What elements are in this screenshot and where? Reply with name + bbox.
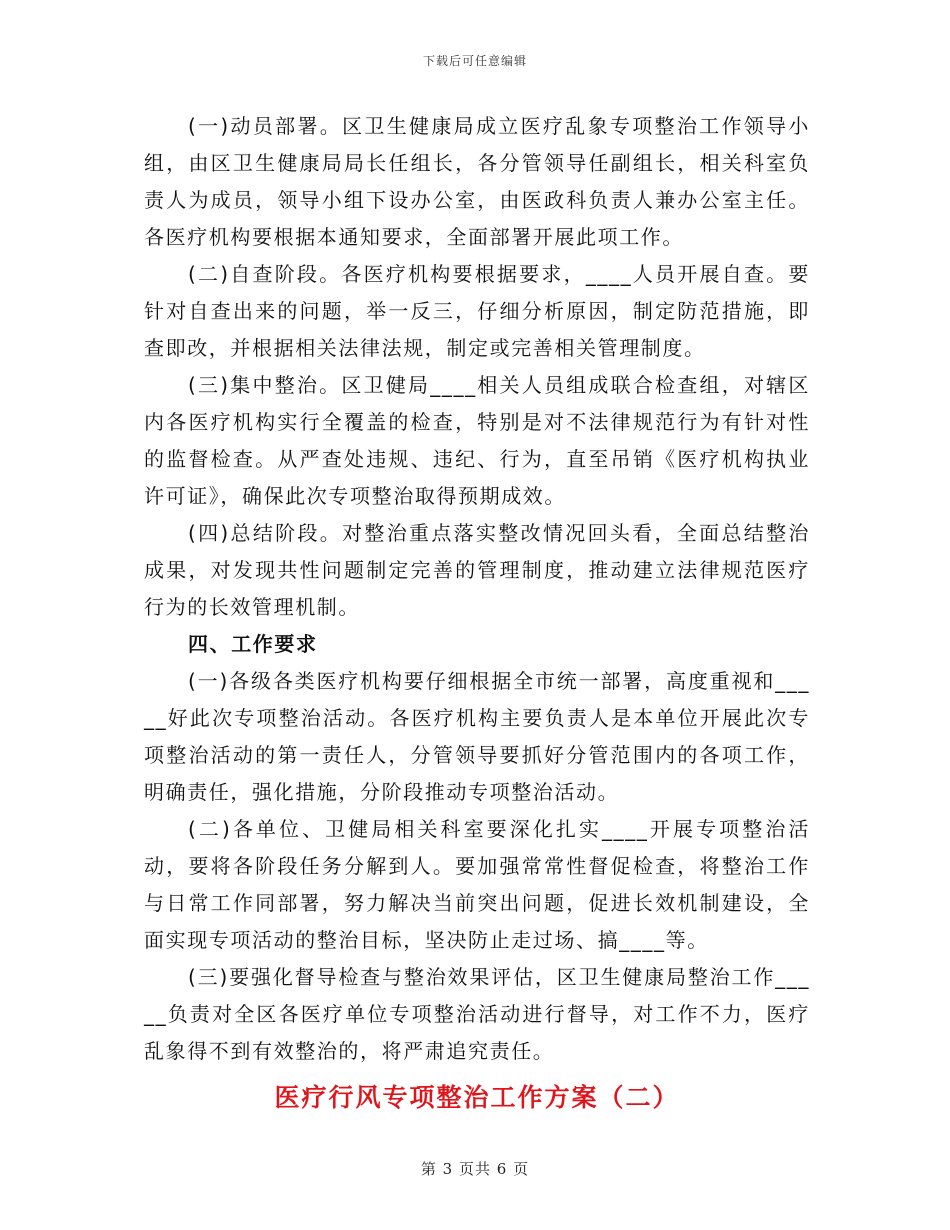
paragraph-mobilization: (一)动员部署。区卫生健康局成立医疗乱象专项整治工作领导小组，由区卫生健康局局长任组长，各分管领导任副组长，相关科室负责人为成员，领导小组下设办公室，由医政科负责人兼办公室主任。各医疗机构要根据本通知要求，全面部署开展此项工作。: [144, 114, 810, 249]
page-header-note: 下载后可任意编辑: [422, 54, 527, 68]
document-body: [144, 108, 810, 1118]
paragraph-requirement-3: (三)要强化督导检查与整治效果评估，区卫生健康局整治工作_____负责对全区各医疗单位专项整治活动进行督导，对工作不力，医疗乱象得不到有效整治的，将严肃追究责任。: [144, 965, 810, 1063]
paragraph-self-check: (二)自查阶段。各医疗机构要根据要求，____人员开展自查。要针对自查出来的问题，举一反三，仔细分析原因，制定防范措施，即查即改，并根据相关法律法规，制定或完善相关管理制度。: [144, 262, 810, 360]
section-heading-work-requirements: 四、工作要求: [188, 632, 318, 656]
page-number: 第 3 页共 6 页: [420, 1160, 530, 1178]
paragraph-requirement-2: (二)各单位、卫健局相关科室要深化扎实____开展专项整治活动，要将各阶段任务分解到人。要加强常常性督促检查，将整治工作与日常工作同部署，努力解决当前突出问题，促进长效机制建设，全面实现专项活动的整治目标，坚决防止走过场、搞____等。: [144, 817, 810, 952]
paragraph-centralized-rectification: (三)集中整治。区卫健局____相关人员组成联合检查组，对辖区内各医疗机构实行全覆盖的检查，特别是对不法律规范行为有针对性的监督检查。从严查处违规、违纪、行为，直至吊销《医疗机构执业许可证》，确保此次专项整治取得预期成效。: [144, 373, 810, 508]
paragraph-summary-stage: (四)总结阶段。对整治重点落实整改情况回头看，全面总结整治成果，对发现共性问题制定完善的管理制度，推动建立法律规范医疗行为的长效管理机制。: [144, 521, 810, 619]
paragraph-requirement-1: (一)各级各类医疗机构要仔细根据全市统一部署，高度重视和_____好此次专项整治活动。各医疗机构主要负责人是本单位开展此次专项整治活动的第一责任人，分管领导要抓好分管范围内的各项工作，明确责任，强化措施，分阶段推动专项整治活动。: [144, 669, 810, 804]
document-title: 医疗行风专项整治工作方案（二）: [274, 1083, 680, 1112]
